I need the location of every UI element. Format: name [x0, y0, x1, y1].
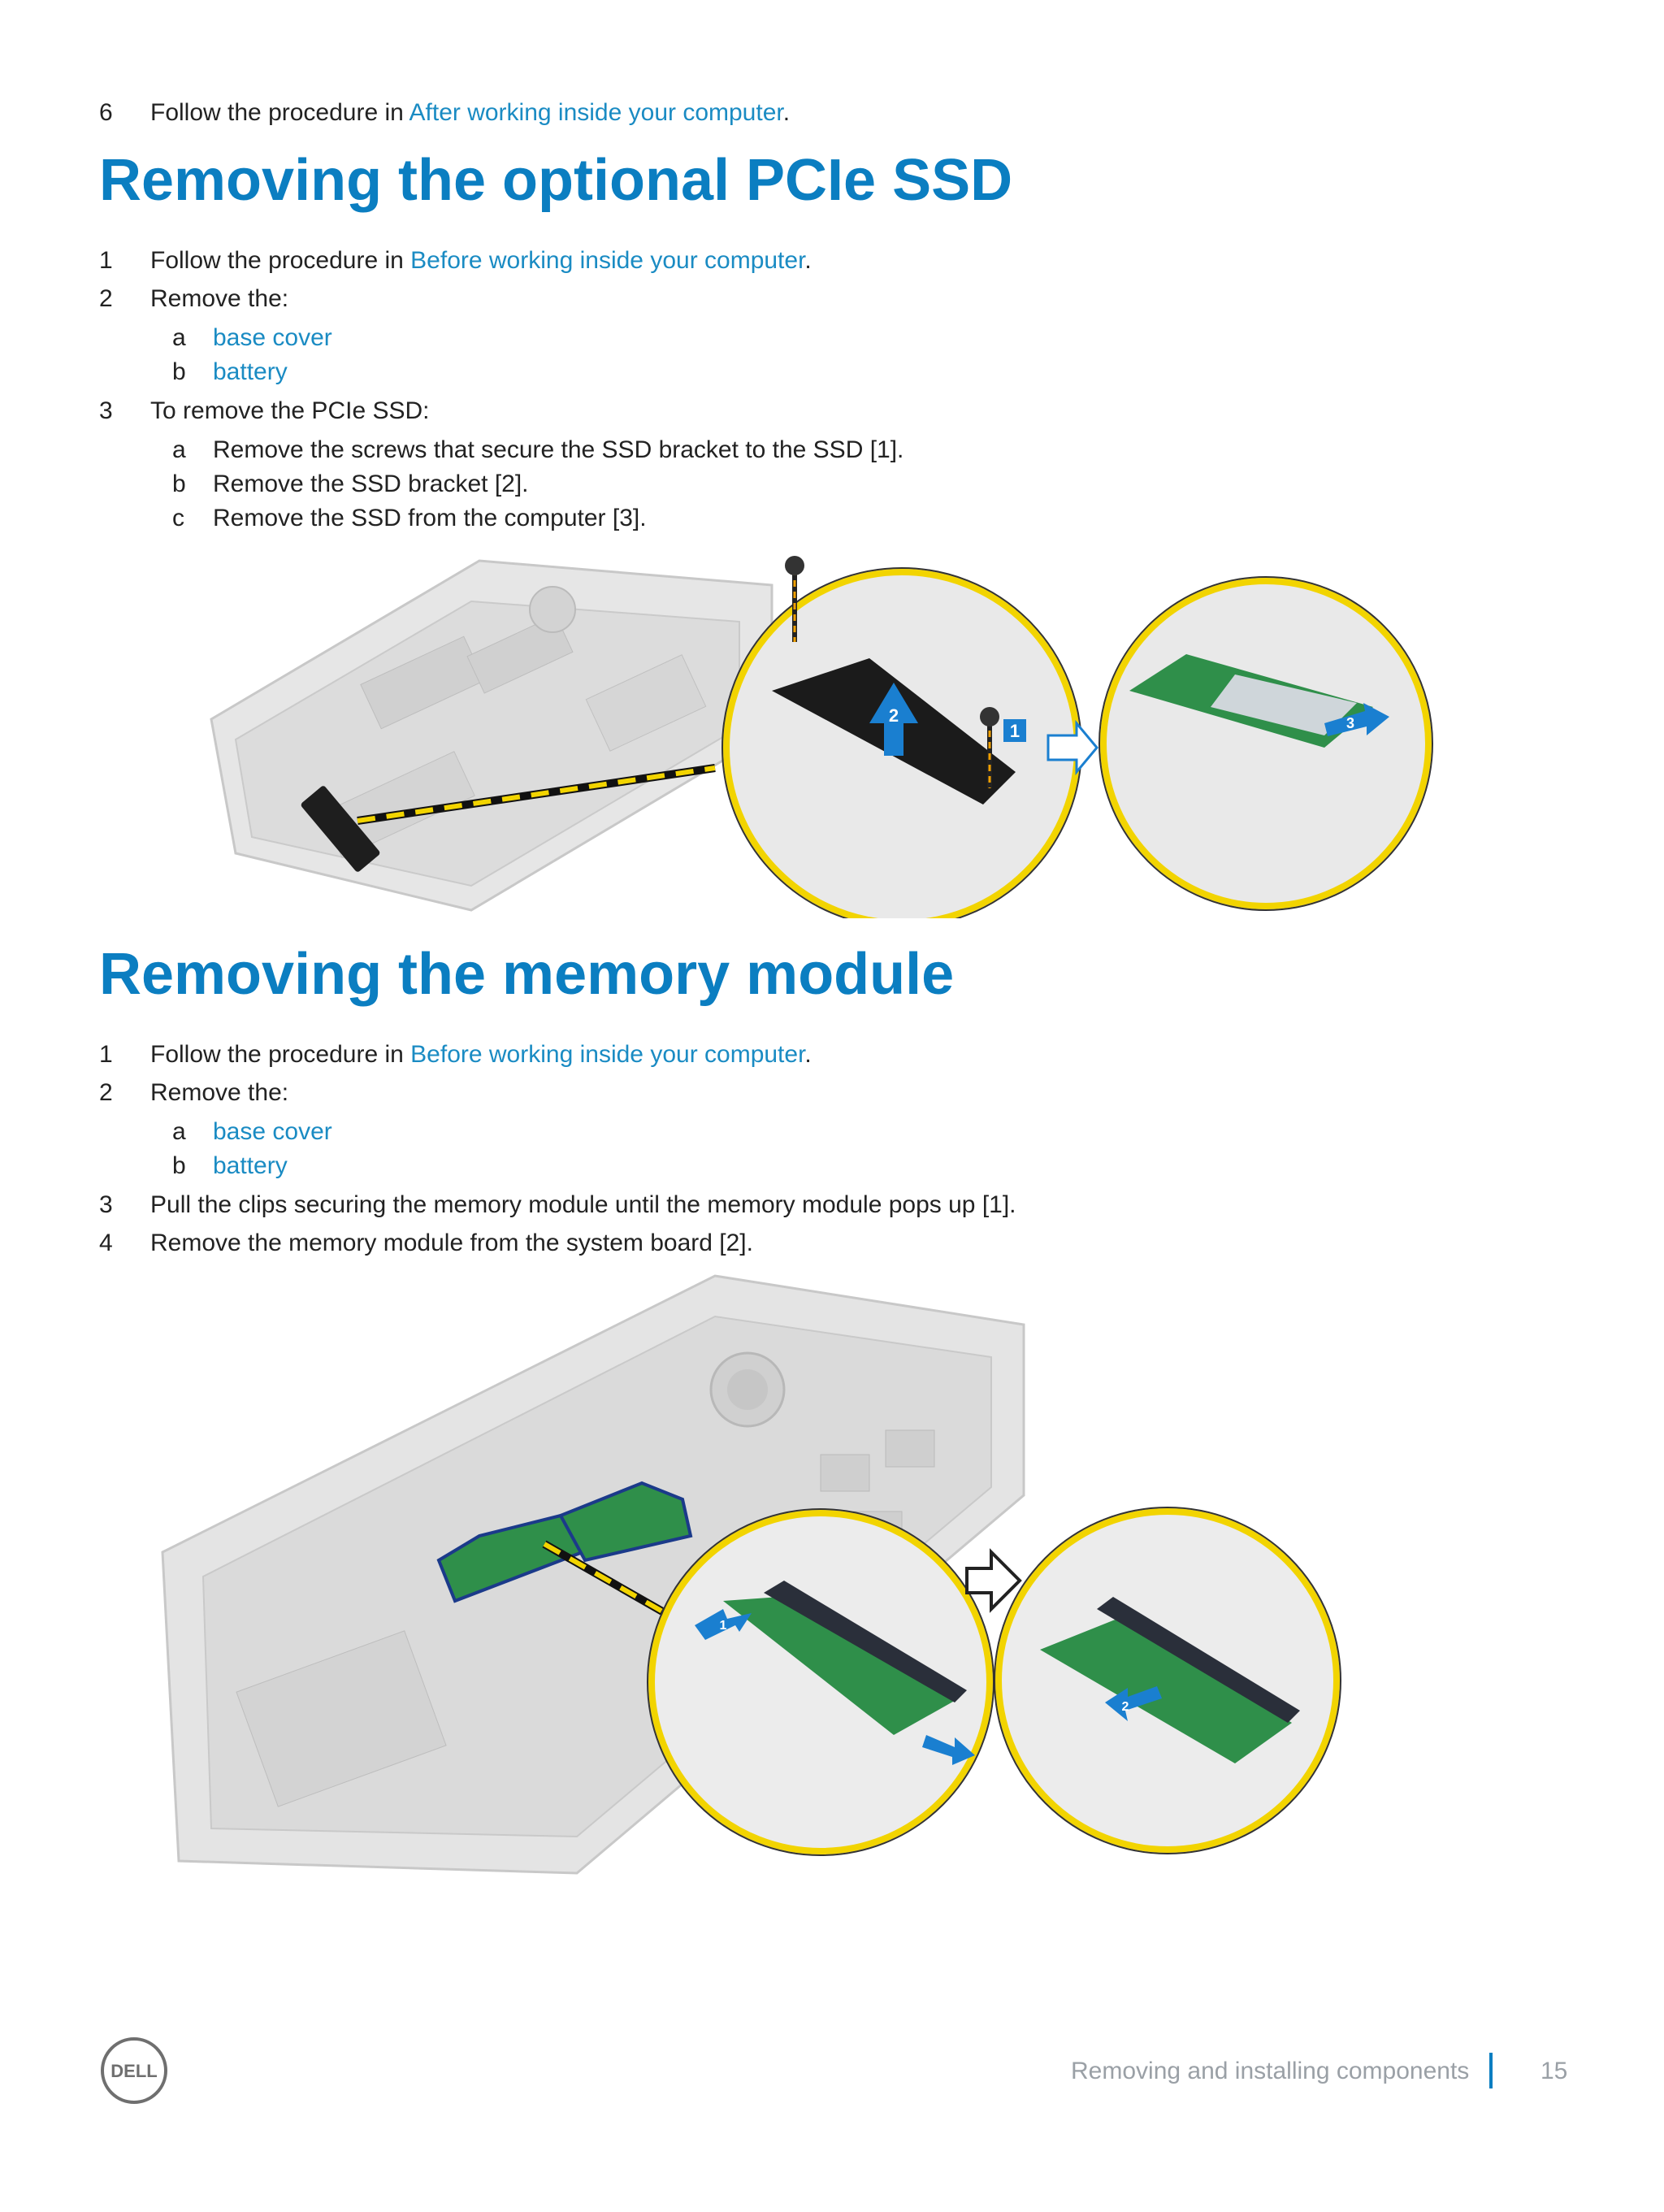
after-working-link[interactable]: After working inside your computer [409, 99, 783, 126]
page-number: 15 [1540, 2058, 1568, 2084]
step-number: 4 [99, 1230, 113, 1256]
ssd-removal-figure [203, 536, 1438, 918]
battery-link[interactable]: battery [213, 358, 288, 385]
callout-2-label: 2 [888, 705, 899, 726]
ssd-bracket-callout [722, 556, 1081, 918]
step-end: . [804, 1041, 812, 1068]
step-text [150, 1040, 812, 1069]
step-text [150, 98, 790, 128]
step-text: Remove the memory module from the system board [2]. [150, 1230, 753, 1256]
sub-letter: a [172, 1118, 186, 1145]
step-number: 2 [99, 285, 113, 312]
step-number: 3 [99, 397, 113, 424]
substep-text: Remove the SSD bracket [2]. [213, 471, 529, 497]
before-working-link[interactable]: Before working inside your computer [410, 1041, 805, 1068]
memory-clips-callout [648, 1509, 994, 1855]
battery-link[interactable]: battery [213, 1152, 288, 1179]
before-working-link[interactable]: Before working inside your computer [410, 247, 805, 274]
sub-letter: a [172, 324, 186, 351]
callout-1-label: 1 [719, 1619, 727, 1633]
dell-logo-text: DELL [110, 2061, 158, 2081]
step-prefix: Follow the procedure in [150, 1041, 411, 1068]
step-prefix: Follow the procedure in [150, 247, 411, 274]
step-number: 1 [99, 1041, 113, 1068]
base-cover-link[interactable]: base cover [213, 324, 332, 351]
step-number: 2 [99, 1079, 113, 1106]
step-text: Remove the: [150, 1079, 289, 1106]
footer-section-name: Removing and installing components [1071, 2058, 1470, 2084]
callout-2-label: 2 [1121, 1700, 1129, 1714]
ssd-removal-callout [1099, 577, 1432, 910]
substep-text: Remove the SSD from the computer [3]. [213, 505, 647, 531]
step-end: . [804, 247, 812, 274]
step-prefix: Follow the procedure in [150, 99, 410, 126]
callout-3-label: 3 [1346, 715, 1355, 731]
screw-icon [980, 707, 999, 726]
base-cover-link[interactable]: base cover [213, 1118, 332, 1145]
step-text [150, 246, 812, 275]
footer-divider [1489, 2053, 1493, 2088]
sub-letter: c [172, 505, 184, 531]
laptop-base-illustration [211, 561, 772, 910]
section-title-pcie-ssd: Removing the optional PCIe SSD [99, 148, 1013, 213]
step-number: 1 [99, 247, 113, 274]
step-text: Pull the clips securing the memory module until the memory module pops up [1]. [150, 1191, 1016, 1218]
dell-logo [99, 2036, 169, 2106]
memory-removal-callout [994, 1507, 1341, 1854]
sub-letter: b [172, 358, 186, 385]
step-text: Remove the: [150, 285, 289, 312]
sub-letter: b [172, 1152, 186, 1179]
next-step-arrow-icon [967, 1552, 1020, 1609]
substep-text: Remove the screws that secure the SSD bracket to the SSD [1]. [213, 436, 904, 463]
step-number: 6 [99, 99, 113, 126]
step-end: . [782, 99, 791, 126]
memory-removal-figure [154, 1268, 1373, 1877]
step-text: To remove the PCIe SSD: [150, 397, 430, 424]
sub-letter: b [172, 471, 186, 497]
screw-icon [785, 556, 804, 575]
sub-letter: a [172, 436, 186, 463]
callout-1-label: 1 [1009, 721, 1020, 741]
step-number: 3 [99, 1191, 113, 1218]
section-title-memory-module: Removing the memory module [99, 942, 955, 1007]
